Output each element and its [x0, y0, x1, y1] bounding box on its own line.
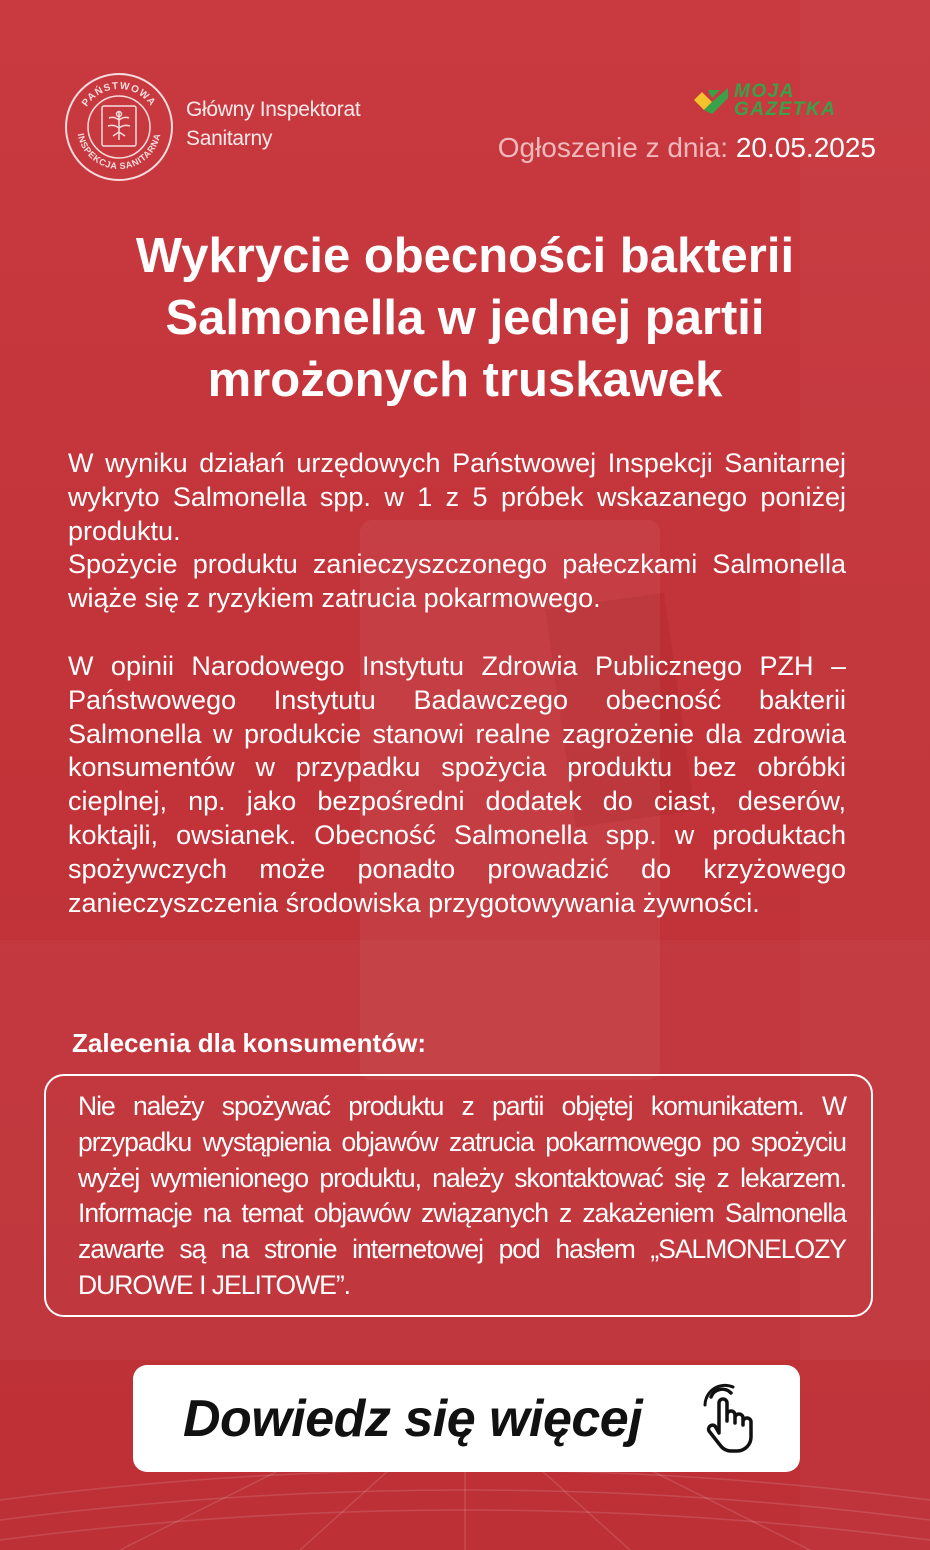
header	[0, 0, 930, 200]
institution-name-line2: Sanitarny	[186, 127, 273, 150]
learn-more-button[interactable]	[133, 1365, 800, 1472]
brand-line2: GAZETKA	[734, 99, 837, 120]
seal-top-text: PAŃSTWOWA	[80, 80, 158, 109]
moja-gazetka-icon	[692, 86, 732, 116]
seal-bottom-text: INSPEKCJA SANITARNA	[75, 132, 163, 172]
recommendations-heading: Zalecenia dla konsumentów:	[72, 1028, 426, 1058]
announcement-date-value: 20.05.2025	[735, 132, 876, 163]
gis-seal-logo	[64, 72, 174, 182]
recommendations-text: Nie należy spożywać produktu z partii objętej komunikatem. W przypadku wystąpienia objawów zatrucia pokarmowego po spożyciu wyżej wymienionego produktu, należy skontaktować się z lekarzem. Informacje na temat objawów związanych z zakażeniem Salmonella zawarte są na stronie internetowej pod hasłem „SALMONELOZY DUROWE I JELITOWE”.	[78, 1091, 846, 1300]
announcement-date-label: Ogłoszenie z dnia:	[497, 132, 729, 163]
announcement-date	[498, 132, 876, 164]
paragraph-spacer	[68, 616, 846, 650]
page-title: Wykrycie obecności bakterii Salmonella w jednej partii mrożonych truskawek	[135, 229, 795, 407]
announcement-body	[68, 447, 846, 920]
moja-gazetka-logo	[692, 80, 882, 122]
institution-name	[186, 95, 426, 153]
institution-name-line1: Główny Inspektorat	[186, 98, 361, 121]
svg-text:PAŃSTWOWA	[80, 81, 158, 109]
brand-line1: MOJA	[734, 81, 795, 102]
hand-pointer-icon	[693, 1383, 765, 1455]
learn-more-label: Dowiedz się więcej	[183, 1390, 643, 1448]
body-paragraph-2: Spożycie produktu zanieczyszczonego pałeczkami Salmonella wiąże się z ryzykiem zatrucia pokarmowego.	[68, 549, 846, 614]
body-paragraph-3: W opinii Narodowego Instytutu Zdrowia Publicznego PZH – Państwowego Instytutu Badawczego obecność bakterii Salmonella w produkcie stanowi realne zagrożenie dla zdrowia konsumentów w przypadku spożycia produktu bez obróbki cieplnej, np. jako bezpośredni dodatek do ciast, deserów, koktajli, owsianek. Obecność Salmonella spp. w produktach spożywczych może ponadto prowadzić do krzyżowego zanieczyszczenia środowiska przygotowywania żywności.	[68, 650, 846, 918]
polish-eagle-icon	[102, 106, 136, 146]
body-paragraph-1: W wyniku działań urzędowych Państwowej Inspekcji Sanitarnej wykryto Salmonella spp. w 1 z 5 próbek wskazanego poniżej produktu.	[68, 448, 846, 546]
